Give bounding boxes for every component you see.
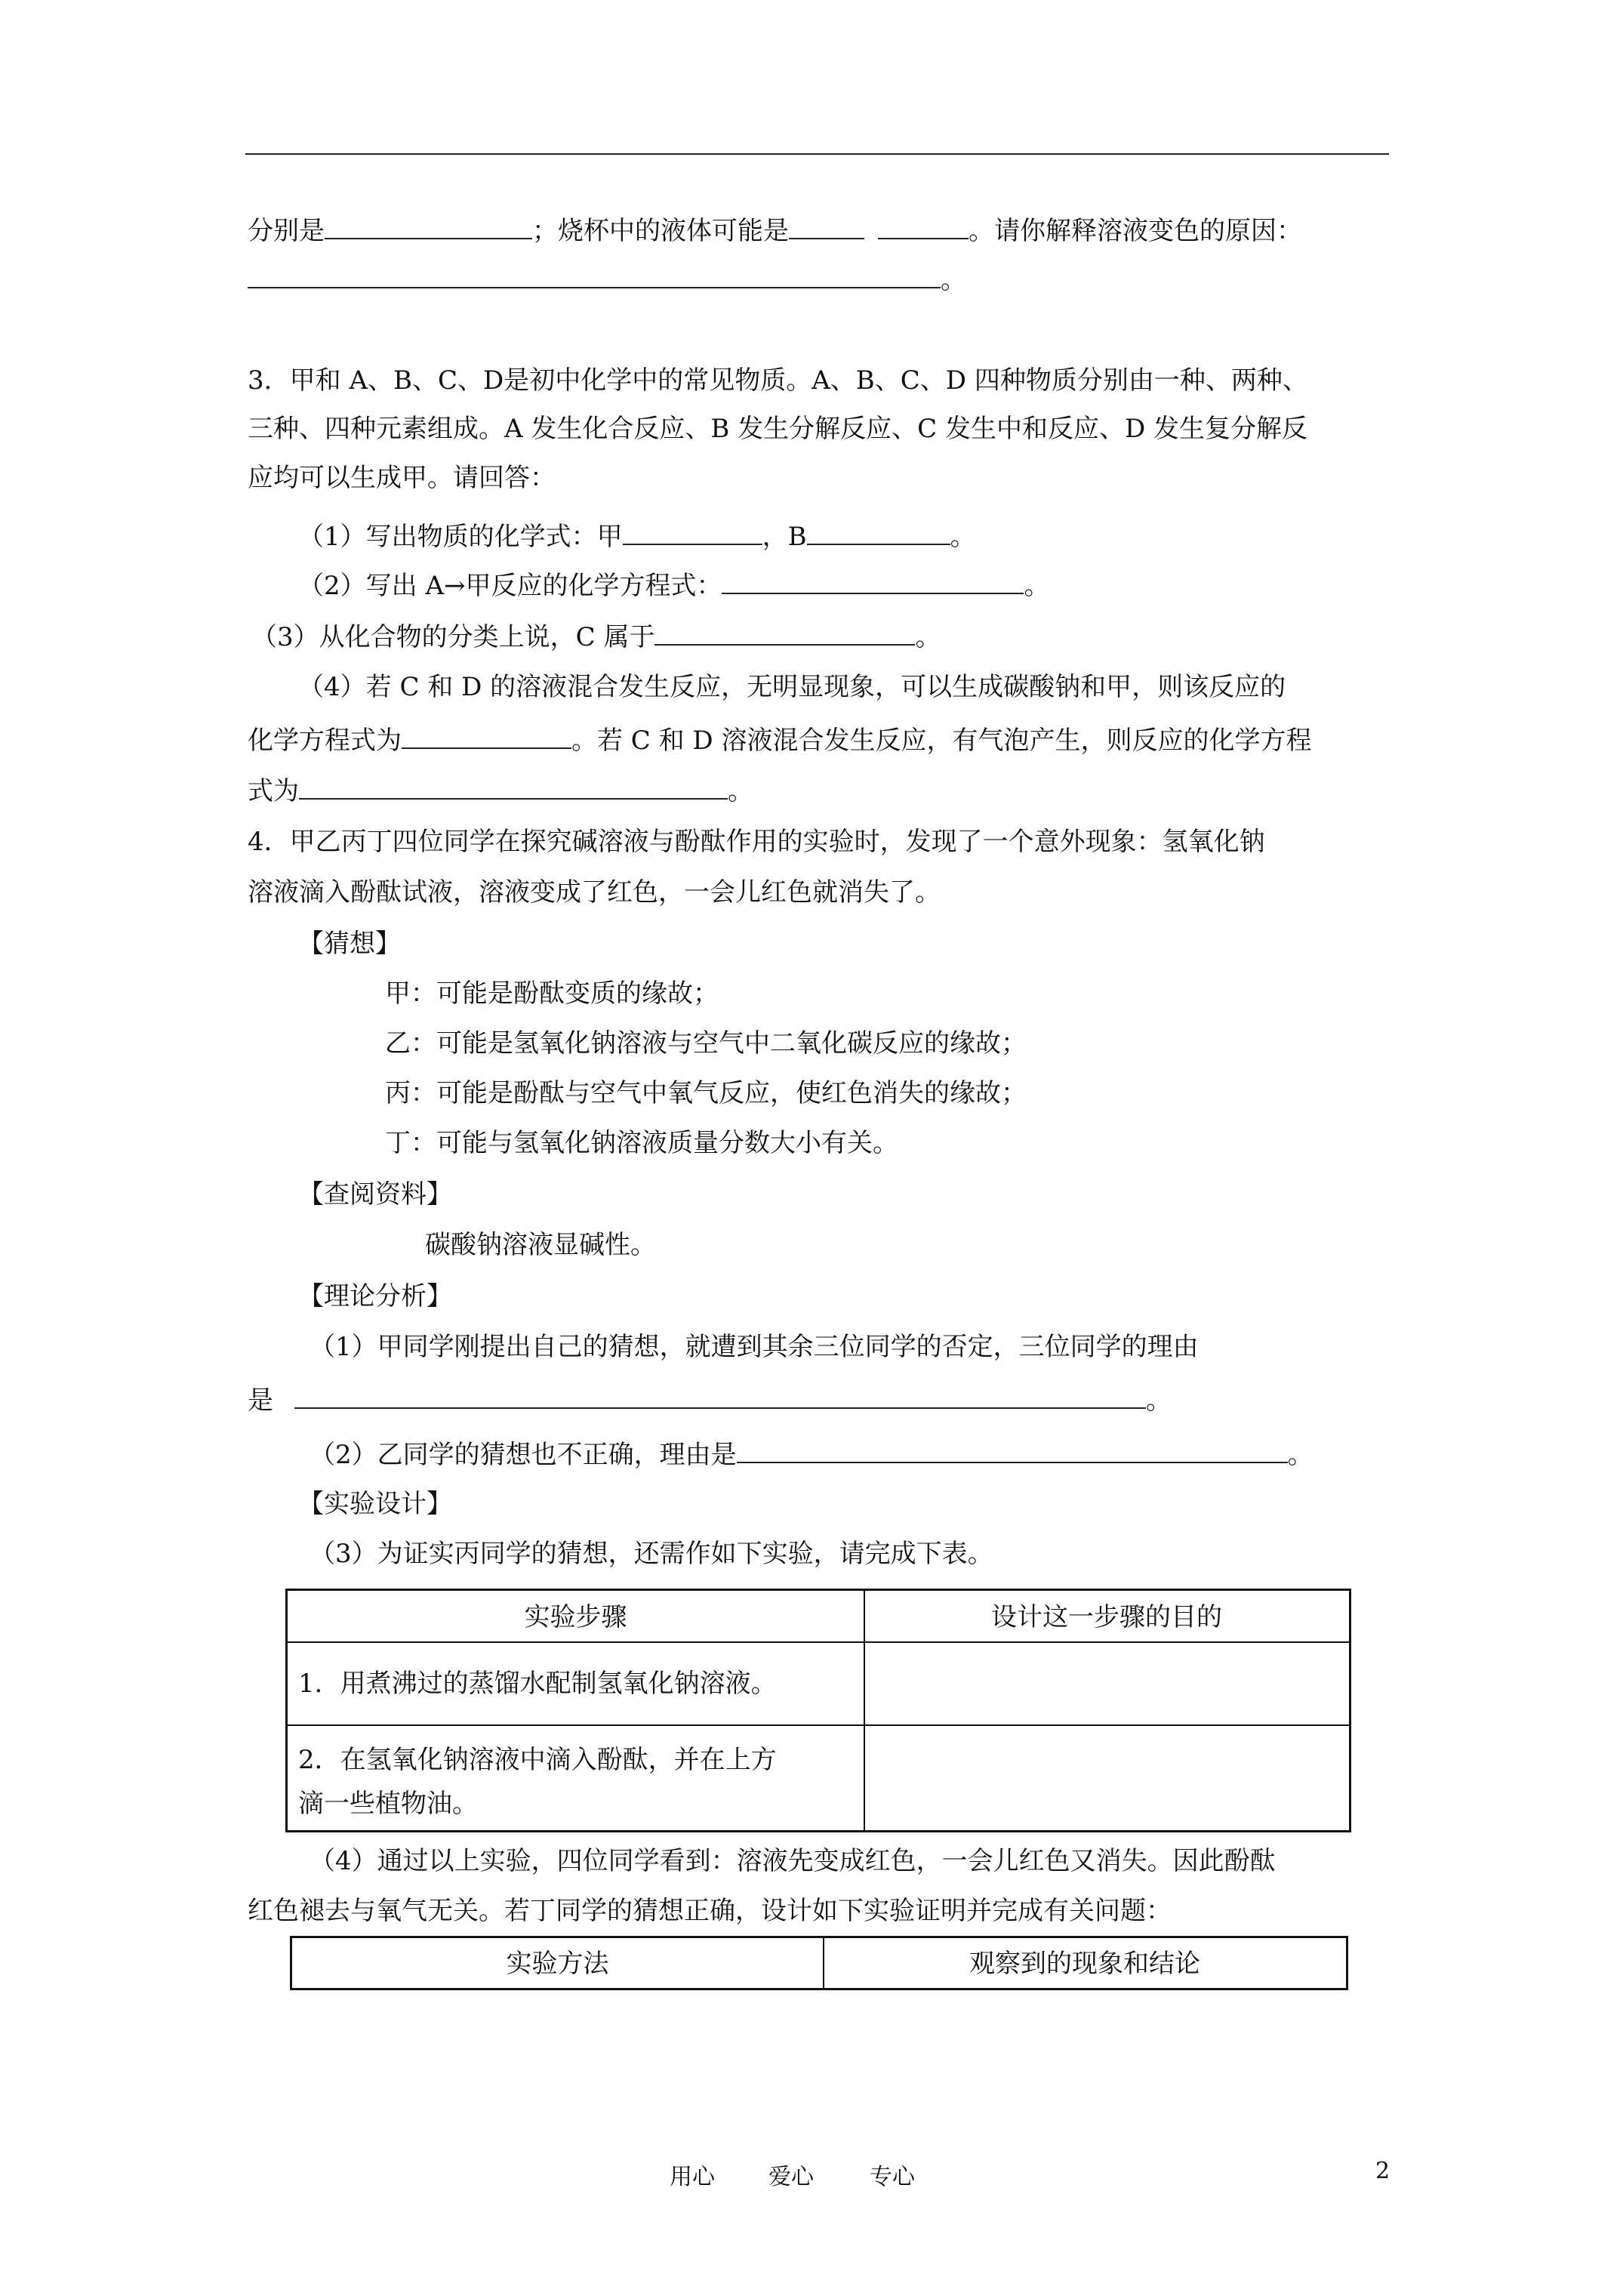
section-heading-analysis: 【理论分析】	[298, 1281, 452, 1311]
page-number: 2	[1375, 2158, 1390, 2184]
table-header: 设计这一步骤的目的	[991, 1602, 1222, 1632]
analysis-2-text: （2）乙同学的猜想也不正确，理由是	[310, 1440, 737, 1470]
period: 。	[915, 622, 941, 652]
q3-sub-3	[251, 621, 941, 650]
q3-line-3: 应均可以生成甲。请回答：	[248, 463, 556, 493]
q3-line-1: 3．甲和 A、B、C、D是初中化学中的常见物质。A、B、C、D 四种物质分别由一种、两种、	[248, 365, 1308, 396]
footer-motto: 用心	[670, 2164, 715, 2190]
q2-line-1	[248, 215, 1302, 244]
q3-sub-4-text-c: 式为	[248, 776, 299, 806]
answer-cell[interactable]	[865, 1644, 1348, 1724]
q3-sub-1-text: （1）写出物质的化学式：甲	[298, 522, 623, 552]
q3-sub-3-text: （3）从化合物的分类上说，C 属于	[251, 622, 655, 652]
q3-sub-4: （4）若 C 和 D 的溶液混合发生反应，无明显现象，可以生成碳酸钠和甲，则该反应的	[298, 672, 1286, 702]
answer-blank[interactable]	[878, 215, 969, 239]
guess-item: 乙：可能是氢氧化钠溶液与空气中二氧化碳反应的缘故；	[385, 1028, 1027, 1059]
guess-item: 甲：可能是酚酞变质的缘故；	[385, 978, 719, 1009]
table-cell: 滴一些植物油。	[298, 1789, 478, 1819]
footer-motto: 爱心	[768, 2164, 814, 2190]
experiment-table	[285, 1589, 1351, 1832]
section-heading-reference: 【查阅资料】	[298, 1179, 452, 1210]
answer-blank[interactable]	[402, 725, 571, 749]
answer-cell[interactable]	[865, 1727, 1348, 1832]
period: 。	[1146, 1385, 1172, 1416]
q2-line-2	[248, 264, 966, 293]
q4-line-2: 溶液滴入酚酞试液，溶液变成了红色，一会儿红色就消失了。	[248, 877, 941, 908]
analysis-1-text: 是	[248, 1385, 273, 1416]
answer-blank[interactable]	[722, 570, 1024, 594]
answer-blank[interactable]	[789, 215, 864, 239]
footer-motto: 专心	[870, 2164, 915, 2190]
table-divider	[288, 1641, 1349, 1643]
period: 。	[950, 522, 976, 552]
period: 。	[1024, 571, 1050, 601]
guess-item: 丙：可能是酚酞与空气中氧气反应，使红色消失的缘故；	[385, 1078, 1027, 1108]
answer-blank[interactable]	[807, 521, 950, 545]
method-table	[290, 1936, 1348, 1990]
answer-blank[interactable]	[654, 621, 915, 646]
analysis-2	[310, 1439, 1313, 1468]
analysis-1: （1）甲同学刚提出自己的猜想，就遭到其余三位同学的否定，三位同学的理由	[310, 1332, 1199, 1362]
q2-text-c: 。请你解释溶液变色的原因：	[969, 216, 1302, 246]
period: 。	[941, 265, 966, 295]
experiment-3: （3）为证实丙同学的猜想，还需作如下实验，请完成下表。	[310, 1539, 993, 1569]
q3-line-2: 三种、四种元素组成。A 发生化合反应、B 发生分解反应、C 发生中和反应、D 发生复分解反	[248, 414, 1308, 444]
table-header: 实验步骤	[524, 1602, 627, 1632]
q4-line-1: 4．甲乙丙丁四位同学在探究碱溶液与酚酞作用的实验时，发现了一个意外现象：氢氧化钠	[248, 827, 1265, 857]
header-rule	[245, 153, 1389, 155]
experiment-4-line-2: 红色褪去与氧气无关。若丁同学的猜想正确，设计如下实验证明并完成有关问题：	[248, 1896, 1172, 1926]
answer-blank[interactable]	[737, 1439, 1288, 1463]
table-divider	[288, 1724, 1349, 1726]
table-header: 观察到的现象和结论	[969, 1949, 1200, 1979]
q3-sub-1	[298, 521, 976, 550]
q3-sub-2-text: （2）写出 A→甲反应的化学方程式：	[298, 571, 722, 601]
answer-blank[interactable]	[248, 264, 941, 288]
answer-blank[interactable]	[623, 521, 762, 545]
q3-sub-2	[298, 570, 1049, 599]
section-heading-guess: 【猜想】	[298, 929, 401, 959]
guess-item: 丁：可能与氢氧化钠溶液质量分数大小有关。	[385, 1128, 898, 1158]
reference-text: 碳酸钠溶液显碱性。	[425, 1230, 656, 1260]
period: 。	[1287, 1440, 1313, 1470]
analysis-1-line-2	[248, 1385, 1172, 1416]
q2-text-a: 分别是	[248, 216, 325, 246]
q3-sub-4-text-b: 。若 C 和 D 溶液混合发生反应，有气泡产生，则反应的化学方程	[571, 726, 1312, 756]
q3-sub-4-line-3	[248, 775, 753, 804]
q2-text-b: ；烧杯中的液体可能是	[532, 216, 789, 246]
section-heading-experiment: 【实验设计】	[298, 1489, 452, 1519]
answer-blank[interactable]	[325, 215, 532, 239]
q3-sub-4-line-2	[248, 725, 1312, 754]
table-header: 实验方法	[506, 1949, 609, 1979]
answer-blank[interactable]	[294, 1385, 1146, 1409]
table-cell: 2．在氢氧化钠溶液中滴入酚酞，并在上方	[298, 1745, 777, 1775]
q3-sub-4-text-a: 化学方程式为	[248, 726, 402, 756]
experiment-4: （4）通过以上实验，四位同学看到：溶液先变成红色，一会儿红色又消失。因此酚酞	[310, 1846, 1276, 1876]
q3-sub-1-b: ，B	[762, 522, 807, 552]
period: 。	[728, 776, 753, 806]
answer-blank[interactable]	[299, 775, 728, 800]
table-cell: 1．用煮沸过的蒸馏水配制氢氧化钠溶液。	[298, 1669, 777, 1699]
